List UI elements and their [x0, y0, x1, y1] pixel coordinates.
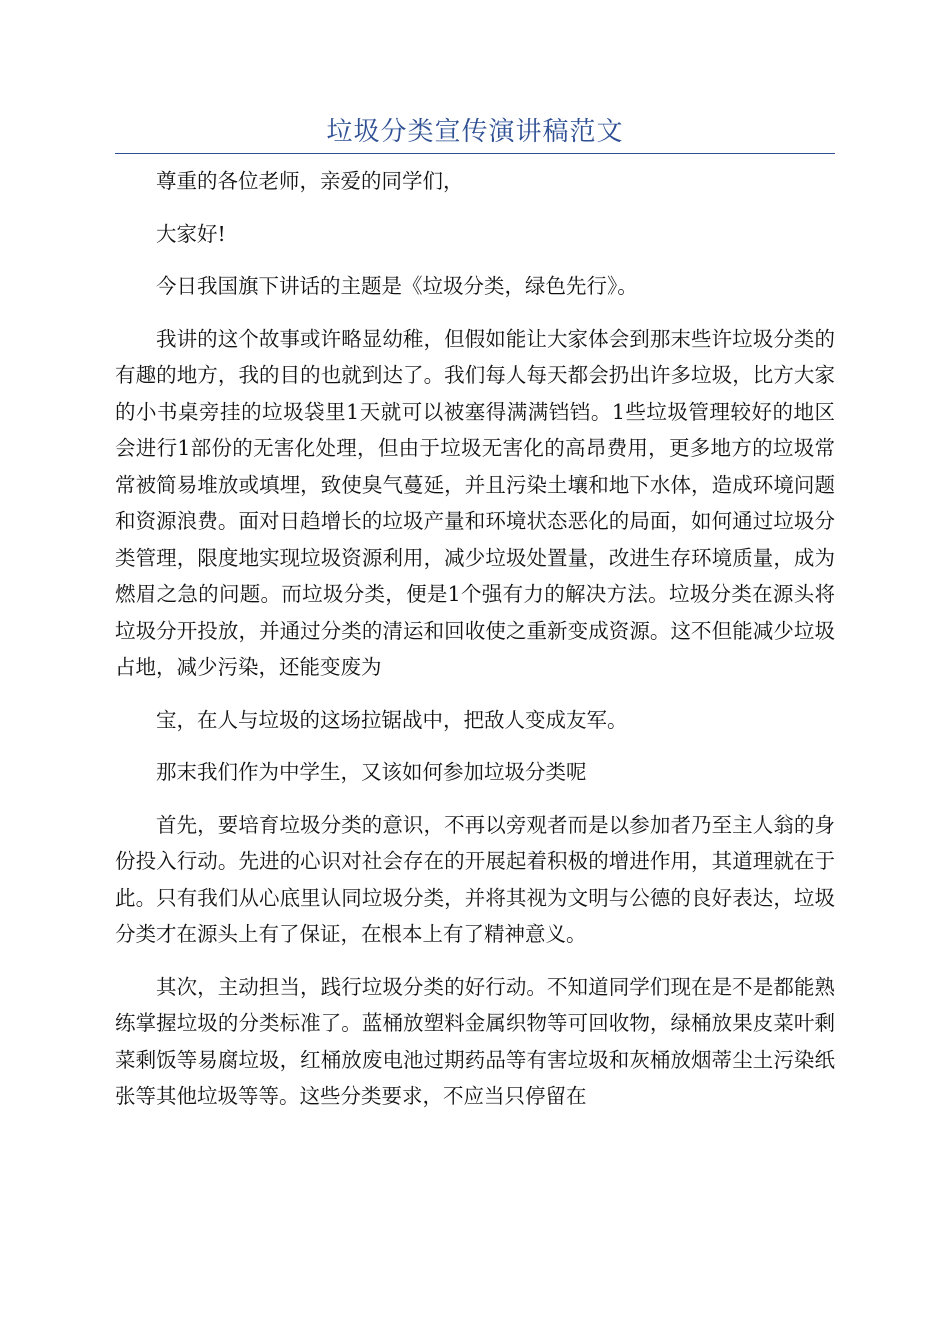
paragraph-second: 其次，主动担当，践行垃圾分类的好行动。不知道同学们现在是不是都能熟练掌握垃圾的分类标准了。蓝桶放塑料金属织物等可回收物，绿桶放果皮菜叶剩菜剩饭等易腐垃圾，红桶放废电池过期药品等有害垃圾和灰桶放烟蒂尘土污染纸张等其他垃圾等等。这些分类要求，不应当只停留在: [115, 974, 835, 1108]
paragraph-greeting: 尊重的各位老师，亲爱的同学们，: [156, 169, 464, 193]
document-body: [115, 163, 835, 1131]
document-title: 垃圾分类宣传演讲稿范文: [326, 117, 624, 147]
paragraph-question: 那末我们作为中学生，又该如何参加垃圾分类呢: [156, 760, 587, 784]
title-underline: [115, 153, 835, 154]
paragraph-story: 我讲的这个故事或许略显幼稚，但假如能让大家体会到那末些许垃圾分类的有趣的地方，我的目的也就到达了。我们每人每天都会扔出许多垃圾，比方大家的小书桌旁挂的垃圾袋里1天就可以被塞得满满铛铛。1些垃圾管理较好的地区会进行1部份的无害化处理，但由于垃圾无害化的高昂费用，更多地方的垃圾常常被简易堆放或填埋，致使臭气蔓延，并且污染土壤和地下水体，造成环境问题和资源浪费。面对日趋增长的垃圾产量和环境状态恶化的局面，如何通过垃圾分类管理，限度地实现垃圾资源利用，减少垃圾处置量，改进生存环境质量，成为燃眉之急的问题。而垃圾分类，便是1个强有力的解决方法。垃圾分类在源头将垃圾分开投放，并通过分类的清运和回收使之重新变成资源。这不但能减少垃圾占地，减少污染，还能变废为: [115, 326, 835, 679]
paragraph-first: 首先，要培育垃圾分类的意识，不再以旁观者而是以参加者乃至主人翁的身份投入行动。先进的心识对社会存在的开展起着积极的增进作用，其道理就在于此。只有我们从心底里认同垃圾分类，并将其视为文明与公德的良好表达，垃圾分类才在源头上有了保证，在根本上有了精神意义。: [115, 812, 835, 946]
paragraph-topic: 今日我国旗下讲话的主题是《垃圾分类，绿色先行》。: [156, 274, 638, 298]
paragraph-story-end: 宝，在人与垃圾的这场拉锯战中，把敌人变成友军。: [156, 707, 628, 732]
paragraph-hello: 大家好!: [156, 221, 226, 246]
